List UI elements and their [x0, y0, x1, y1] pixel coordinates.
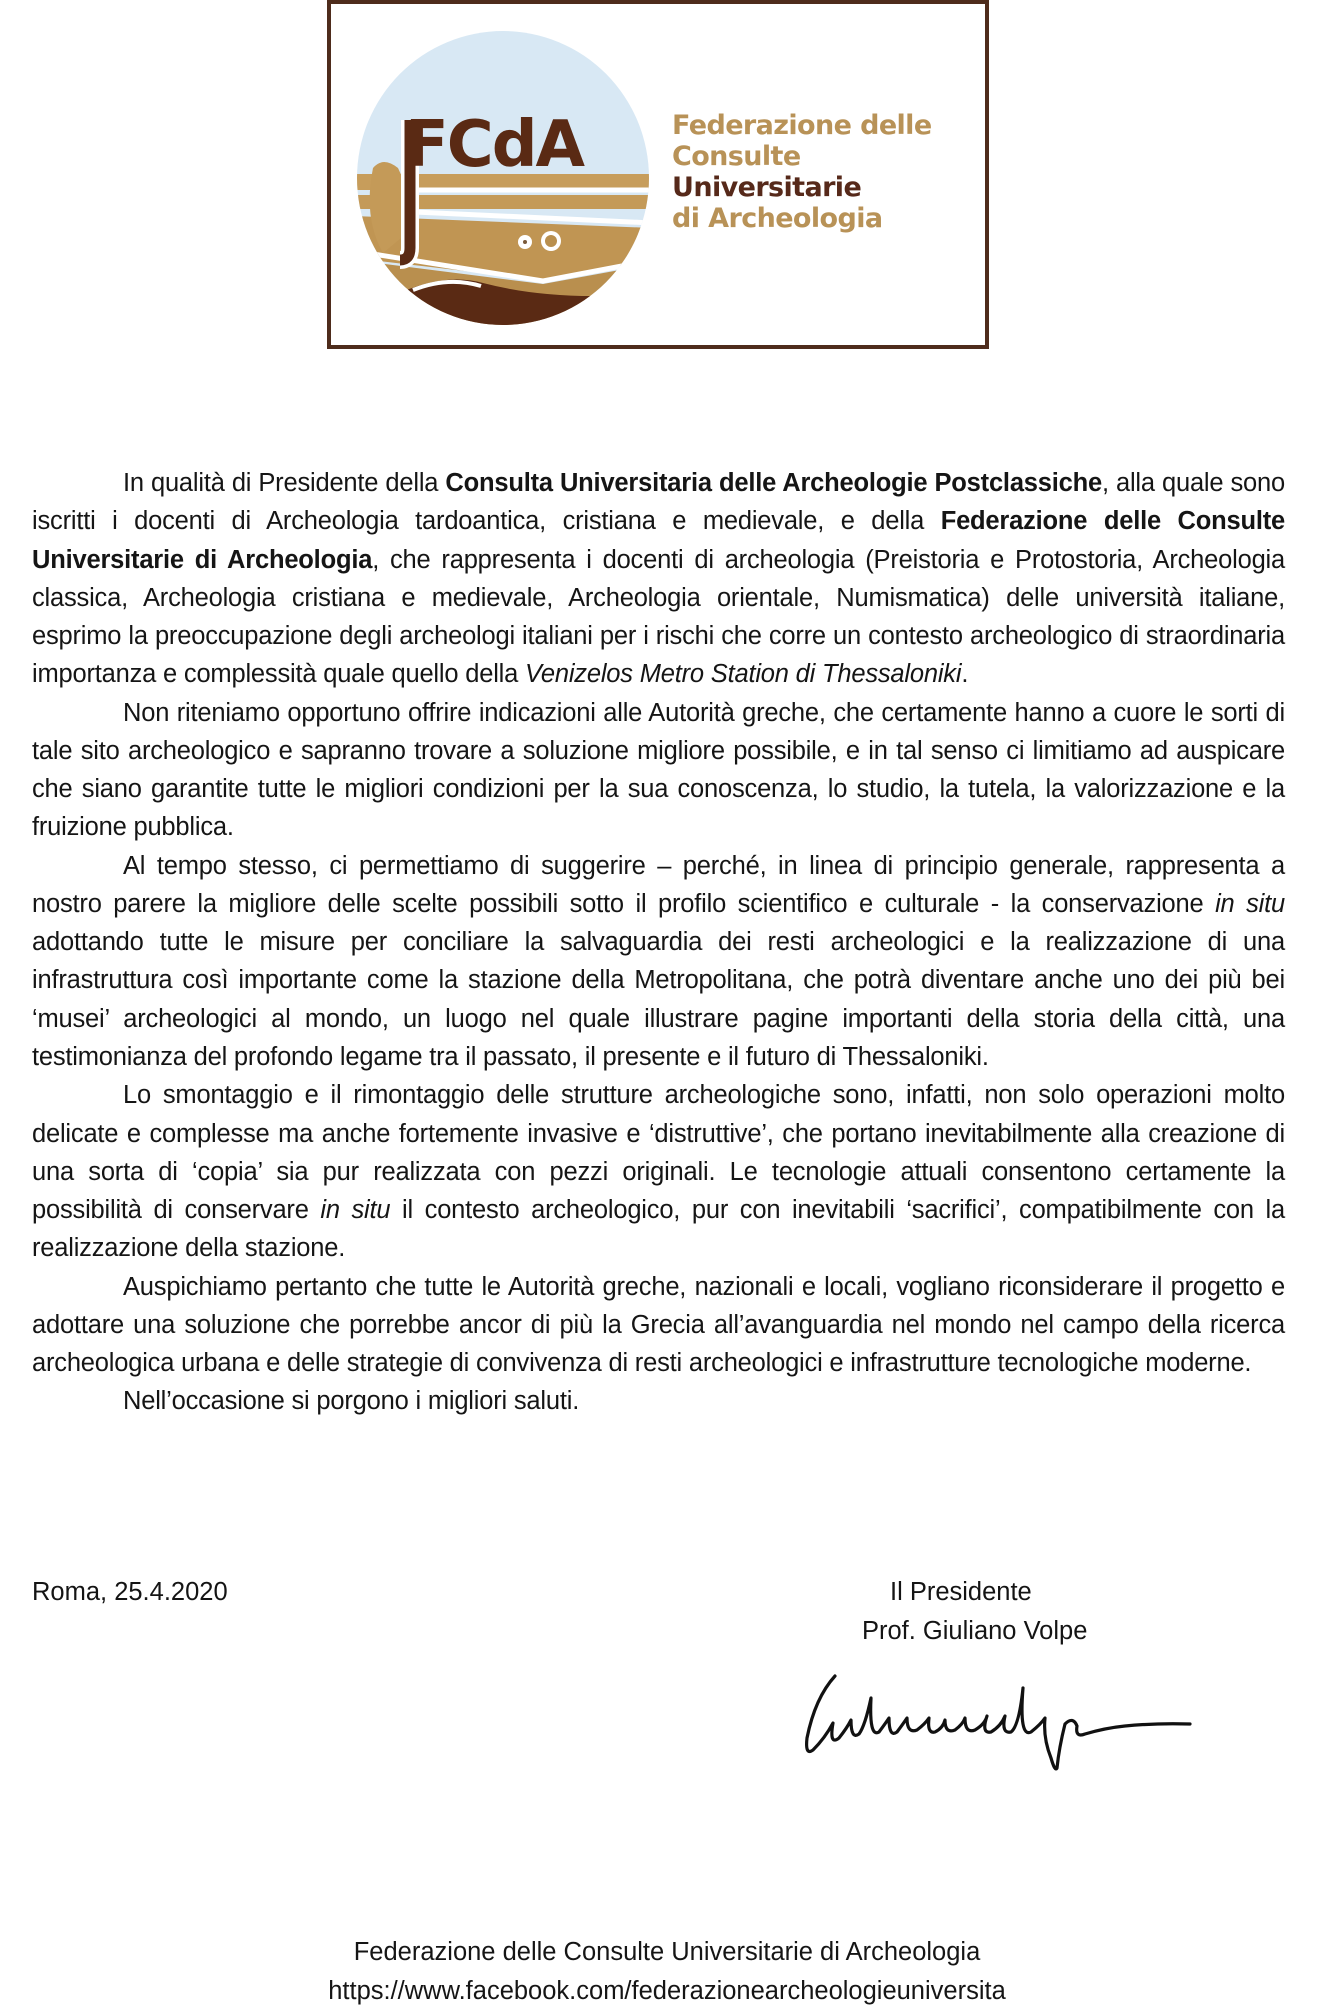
bold-org-name: Consulta Universitaria delle Archeologie Postclassiche [445, 469, 1102, 497]
paragraph-4 [32, 1076, 1285, 1267]
paragraph-2: Non riteniamo opportuno offrire indicazioni alle Autorità greche, che certamente hanno a cuore le sorti di tale sito archeologico e sapranno trovare a soluzione migliore possibile, e in tal senso ci limitiamo ad auspicare che siano garantite tutte le migliori condizioni per la sua conoscenza, lo studio, la tutela, la valorizzazione e la fruizione pubblica. [32, 698, 1285, 842]
text-run: adottando tutte le misure per conciliare la salvaguardia dei resti archeologici e la realizzazione di una infrastruttura così importante come la stazione della Metropolitana, che potrà diventare anche uno dei più bei ‘musei’ archeologici al mondo, un luogo nel quale illustrare pagine importanti della storia della città, una testimonianza del profondo legame tra il passato, il presente e il futuro di Thessaloniki. [32, 928, 1285, 1071]
footer [0, 1933, 1334, 2011]
place-date: Roma, 25.4.2020 [32, 1578, 228, 1606]
logo-line: di Archeologia [672, 203, 883, 234]
text-run: Al tempo stesso, ci permettiamo di suggerire – perché, in linea di principio generale, rappresenta a nostro parere la migliore delle scelte possibili sotto il profilo scientifico e culturale - la conservazione [32, 851, 1285, 918]
logo-org-name [672, 110, 932, 234]
italic-term: in situ [320, 1196, 391, 1225]
logo-line: Federazione delle [672, 110, 932, 141]
logo-box [327, 0, 989, 349]
text-run: , alla quale sono iscritti i docenti di Archeologia tardoantica, cristiana e medievale, e della [32, 469, 1285, 536]
logo-line: Universitarie [672, 172, 862, 203]
bold-org-name: Federazione delle Consulte Universitarie di Archeologia [32, 507, 1285, 574]
paragraph-6: Nell’occasione si porgono i migliori saluti. [123, 1387, 580, 1416]
logo-monogram: FCdA [405, 108, 584, 182]
footer-org-name: Federazione delle Consulte Universitarie di Archeologia [353, 1938, 981, 1966]
text-run: In qualità di Presidente della [123, 469, 446, 497]
italic-site-name: Venizelos Metro Station di Thessaloniki [525, 660, 962, 689]
signer-name: Prof. Giuliano Volpe [862, 1617, 1088, 1645]
fcda-emblem-icon [353, 28, 653, 328]
letter-body [32, 464, 1285, 1421]
paragraph-3 [32, 847, 1285, 1077]
text-run: il contesto archeologico, pur con inevitabili ‘sacrifici’, compatibilmente con la realizzazione della stazione. [32, 1196, 1285, 1263]
paragraph-1 [32, 464, 1285, 694]
text-run: , che rappresenta i docenti di archeologia (Preistoria e Protostoria, Archeologia classica, Archeologia cristiana e medievale, Archeologia orientale, Numismatica) delle università italiane, esprimo la preoccupazione degli archeologi italiani per i rischi che corre un contesto archeologico di straordinaria importanza e complessità quale quello della [32, 545, 1286, 689]
italic-term: in situ [1215, 889, 1285, 918]
footer-facebook-url[interactable]: https://www.facebook.com/federazionearcheologieuniversita [328, 1977, 1006, 2005]
logo-line: Consulte [672, 141, 801, 172]
signer-title: Il Presidente [890, 1578, 1032, 1606]
handwritten-signature-icon [795, 1668, 1225, 1778]
paragraph-5: Auspichiamo pertanto che tutte le Autorità greche, nazionali e locali, vogliano riconsiderare il progetto e adottare una soluzione che porrebbe ancor di più la Grecia all’avanguardia nel mondo nel campo della ricerca archeologica urbana e delle strategie di convivenza di resti archeologici e infrastrutture tecnologiche moderne. [32, 1272, 1285, 1378]
text-run: Lo smontaggio e il rimontaggio delle strutture archeologiche sono, infatti, non solo operazioni molto delicate e complesse ma anche fortemente invasive e ‘distruttive’, che portano inevitabilmente alla creazione di una sorta di ‘copia’ sia pur realizzata con pezzi originali. Le tecnologie attuali consentono certamente la possibilità di conservare [32, 1081, 1285, 1225]
text-run: . [961, 660, 969, 689]
